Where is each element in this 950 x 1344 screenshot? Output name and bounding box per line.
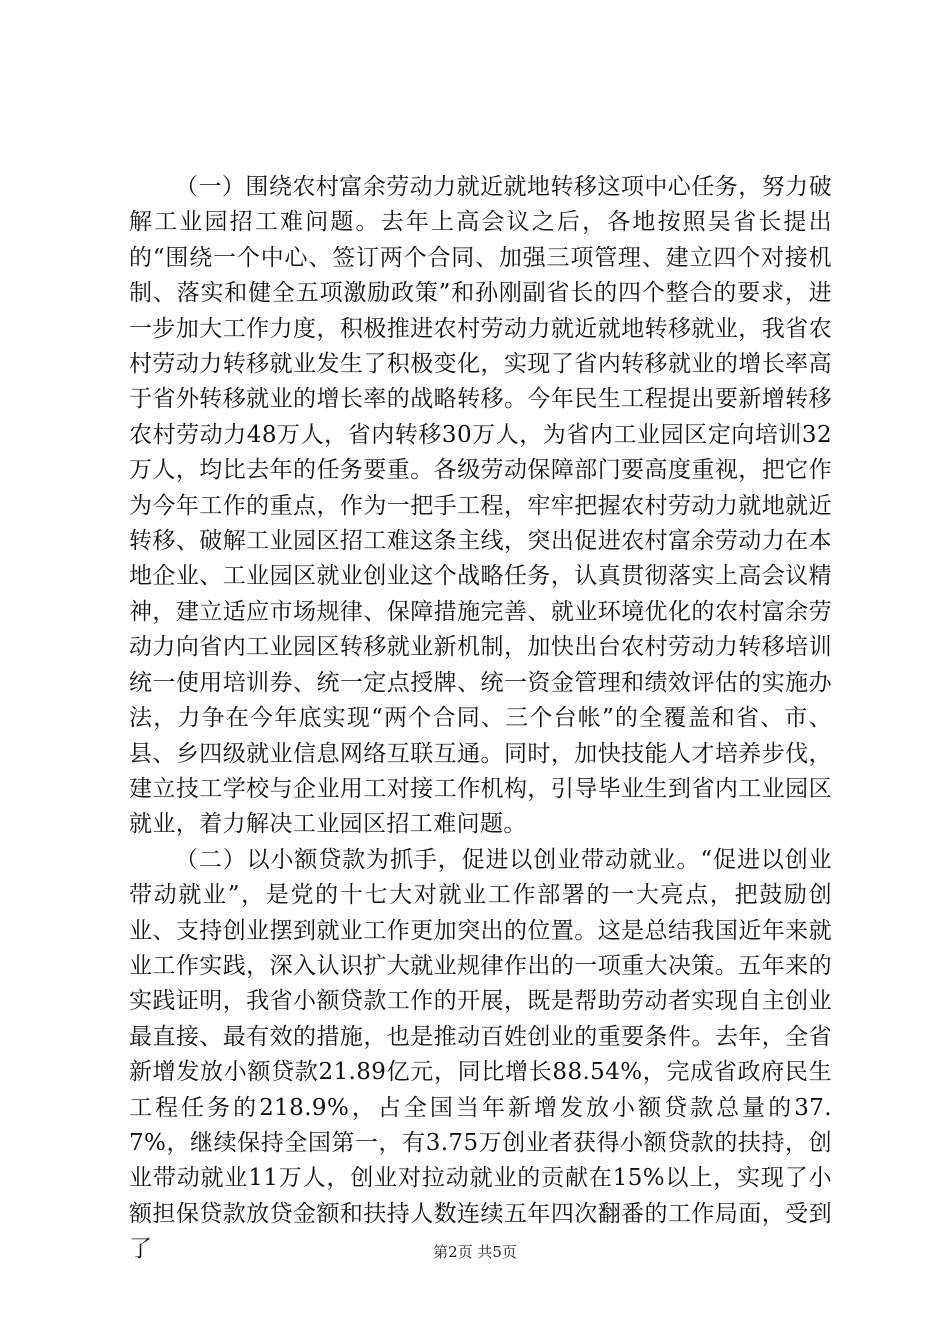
document-body	[129, 170, 832, 1268]
page-number-footer: 第2页 共5页	[433, 1243, 517, 1261]
paragraph-2: （二）以小额贷款为抓手，促进以创业带动就业。“促进以创业带动就业”，是党的十七大对就业工作部署的一大亮点，把鼓励创业、支持创业摆到就业工作更加突出的位置。这是总结我国近年来就业工作实践，深入认识扩大就业规律作出的一项重大决策。五年来的实践证明，我省小额贷款工作的开展，既是帮助劳动者实现自主创业最直接、最有效的措施，也是推动百姓创业的重要条件。去年，全省新增发放小额贷款21.89亿元，同比增长88.54%，完成省政府民生工程任务的218.9%，占全国当年新增发放小额贷款总量的37.7%，继续保持全国第一，有3.75万创业者获得小额贷款的扶持，创业带动就业11万人，创业对拉动就业的贡献在15%以上，实现了小额担保贷款放贷金额和扶持人数连续五年四次翻番的工作局面，受到了	[129, 846, 832, 1263]
paragraph-1: （一）围绕农村富余劳动力就近就地转移这项中心任务，努力破解工业园招工难问题。去年上高会议之后，各地按照吴省长提出的“围绕一个中心、签订两个合同、加强三项管理、建立四个对接机制、落实和健全五项激励政策”和孙刚副省长的四个整合的要求，进一步加大工作力度，积极推进农村劳动力就近就地转移就业，我省农村劳动力转移就业发生了积极变化，实现了省内转移就业的增长率高于省外转移就业的增长率的战略转移。今年民生工程提出要新增转移农村劳动力48万人，省内转移30万人，为省内工业园区定向培训32万人，均比去年的任务要重。各级劳动保障部门要高度重视，把它作为今年工作的重点，作为一把手工程，牢牢把握农村劳动力就地就近转移、破解工业园区招工难这条主线，突出促进农村富余劳动力在本地企业、工业园区就业创业这个战略任务，认真贯彻落实上高会议精神，建立适应市场规律、保障措施完善、就业环境优化的农村富余劳动力向省内工业园区转移就业新机制，加快出台农村劳动力转移培训统一使用培训券、统一定点授牌、统一资金管理和绩效评估的实施办法，力争在今年底实现“两个合同、三个台帐”的全覆盖和省、市、县、乡四级就业信息网络互联互通。同时，加快技能人才培养步伐，建立技工学校与企业用工对接工作机构，引导毕业生到省内工业园区就业，着力解决工业园区招工难问题。	[129, 174, 832, 838]
